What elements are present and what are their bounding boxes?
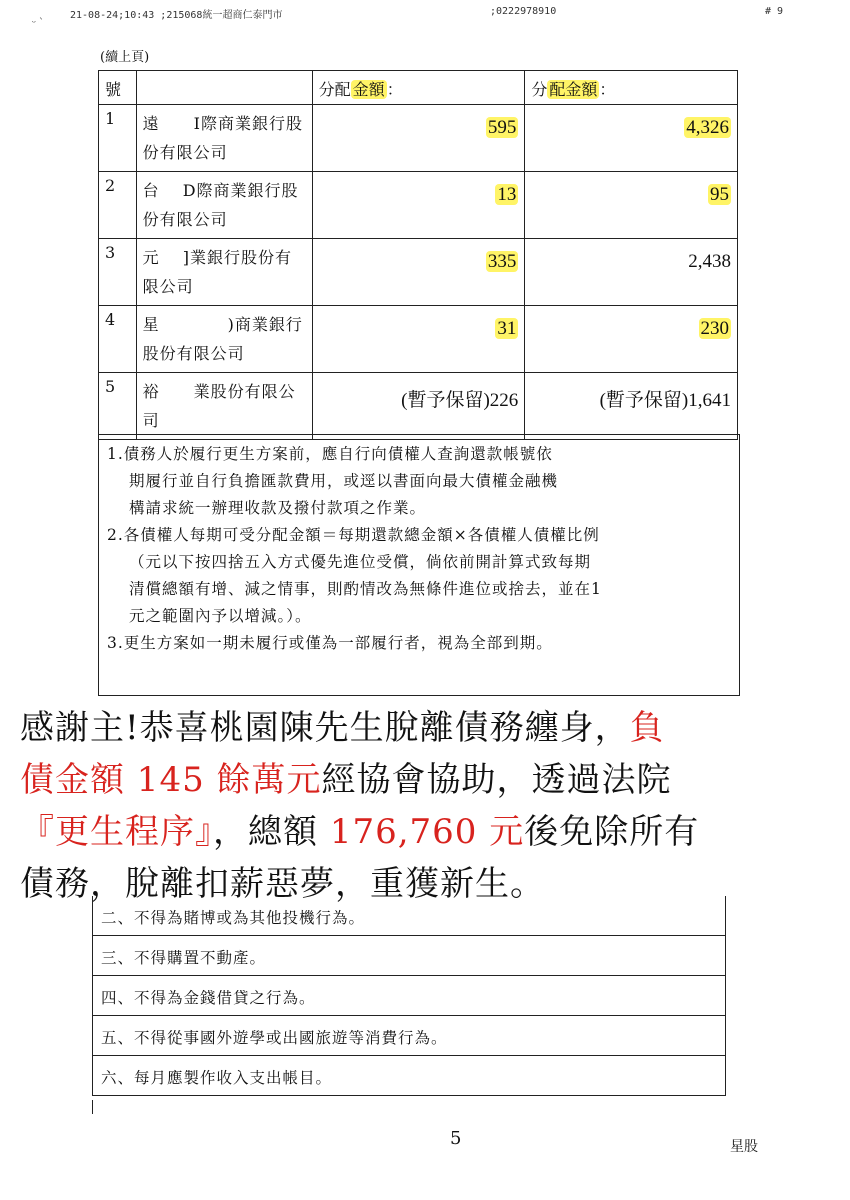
page-number: 5 xyxy=(450,1128,462,1149)
table-row xyxy=(99,373,738,440)
row-amount-1-value: 31 xyxy=(497,318,517,339)
note-2-line-3: 清償總額有增、減之情事，則酌情改為無條件進位或捨去，並在1 xyxy=(129,580,602,598)
row-amount-1 xyxy=(312,239,525,306)
rule-item: 五、不得從事國外遊學或出國旅遊等消費行為。 xyxy=(92,1016,726,1056)
note-1-line-1: 1.債務人於履行更生方案前，應自行向債權人查詢還款帳號依 xyxy=(107,445,553,463)
row-amount-2 xyxy=(525,373,738,440)
row-amount-2-value: 4,326 xyxy=(686,117,729,138)
row-amount-2 xyxy=(525,105,738,172)
row-amount-1 xyxy=(312,172,525,239)
row-no: 4 xyxy=(99,306,137,373)
row-no: 5 xyxy=(99,373,137,440)
row-no: 2 xyxy=(99,172,137,239)
row-amount-2 xyxy=(525,239,738,306)
announcement-l3d: 後免除所有 xyxy=(524,812,700,852)
announcement-line-1 xyxy=(20,702,850,754)
row-amount-2-value: 2,438 xyxy=(688,251,731,272)
fax-header-sender: 21-08-24;10:43 ;215068統一超商仁泰門市 xyxy=(70,10,283,21)
row-amount-2-value: (暫予保留)1,641 xyxy=(599,390,731,411)
row-no: 1 xyxy=(99,105,137,172)
rules-list xyxy=(92,896,726,1096)
footer-note: 星股 xyxy=(730,1139,758,1155)
table-row xyxy=(99,105,738,172)
note-3-line-1: 3.更生方案如一期未履行或僅為一部履行者，視為全部到期。 xyxy=(107,634,553,652)
row-amount-2-value: 95 xyxy=(710,184,729,205)
note-2-line-1: 2.各債權人每期可受分配金額＝每期還款總金額×各債權人債權比例 xyxy=(107,526,600,544)
announcement-l3b: ，總額 xyxy=(213,812,330,852)
allocation-table xyxy=(98,70,738,440)
rule-item: 三、不得購置不動產。 xyxy=(92,936,726,976)
announcement-l1a: 感謝主!恭喜桃園陳先生脫離債務纏身， xyxy=(20,708,630,748)
row-amount-2 xyxy=(525,172,738,239)
row-creditor-name: 星 )商業銀行股份有限公司 xyxy=(136,306,312,373)
row-amount-1 xyxy=(312,105,525,172)
table-row xyxy=(99,306,738,373)
header-amount-1: 分配 金額 ： xyxy=(312,71,525,105)
announcement-total: 176,760 元 xyxy=(329,812,525,852)
note-1-line-3: 構請求統一辦理收款及撥付款項之作業。 xyxy=(129,499,427,517)
header-amount-2: 分 配金額 ： xyxy=(525,71,738,105)
row-amount-1 xyxy=(312,373,525,440)
row-creditor-name: 遠 I際商業銀行股份有限公司 xyxy=(136,105,312,172)
row-creditor-name: 台 D際商業銀行股份有限公司 xyxy=(136,172,312,239)
header-no: 號 xyxy=(99,71,137,105)
announcement-l2b: 經協會協助，透過法院 xyxy=(321,760,672,800)
rules-border-tail xyxy=(92,1100,93,1114)
announcement-line-2 xyxy=(20,754,850,806)
announcement-line-3 xyxy=(20,806,850,858)
table-header-row xyxy=(99,71,738,105)
rule-item: 二、不得為賭博或為其他投機行為。 xyxy=(92,896,726,936)
row-amount-2 xyxy=(525,306,738,373)
note-2-line-2: （元以下按四捨五入方式優先進位受償，倘依前開計算式致每期 xyxy=(129,553,592,571)
announcement-procedure: 『更生程序』 xyxy=(20,812,213,852)
row-creditor-name: 裕 業股份有限公司 xyxy=(136,373,312,440)
row-amount-1-value: (暫予保留)226 xyxy=(401,390,519,411)
table-row xyxy=(99,239,738,306)
note-2-line-4: 元之範圍內予以增減。）。 xyxy=(129,607,312,625)
row-amount-1 xyxy=(312,306,525,373)
continued-label: (續上頁) xyxy=(100,50,150,65)
rule-item: 四、不得為金錢借貸之行為。 xyxy=(92,976,726,1016)
note-1-line-2: 期履行並自行負擔匯款費用，或逕以書面向最大債權金融機 xyxy=(129,472,559,490)
notes-box xyxy=(98,434,740,696)
table-row xyxy=(99,172,738,239)
row-amount-2-value: 230 xyxy=(700,318,729,339)
row-creditor-name: 元 ]業銀行股份有限公司 xyxy=(136,239,312,306)
announcement-overlay xyxy=(0,702,850,920)
row-amount-1-value: 595 xyxy=(487,117,517,138)
header-creditor xyxy=(136,71,312,105)
header-amount-2-highlight: 配金額 xyxy=(549,80,598,99)
fax-header xyxy=(0,6,850,22)
rule-item: 六、每月應製作收入支出帳目。 xyxy=(92,1056,726,1096)
corner-scan-mark: ᵕ ˋ xyxy=(32,18,45,29)
row-amount-1-value: 335 xyxy=(487,251,517,272)
announcement-l1b: 負 xyxy=(629,708,665,748)
fax-header-page: # 9 xyxy=(765,6,784,17)
row-amount-1-value: 13 xyxy=(497,184,517,205)
announcement-line-4: 債務，脫離扣薪惡夢，重獲新生。 xyxy=(20,864,545,904)
announcement-debt-amount: 債金額 145 餘萬元 xyxy=(20,760,322,800)
header-amount-1-highlight: 金額 xyxy=(352,80,385,99)
row-no: 3 xyxy=(99,239,137,306)
fax-header-number: ;0222978910 xyxy=(490,6,557,17)
